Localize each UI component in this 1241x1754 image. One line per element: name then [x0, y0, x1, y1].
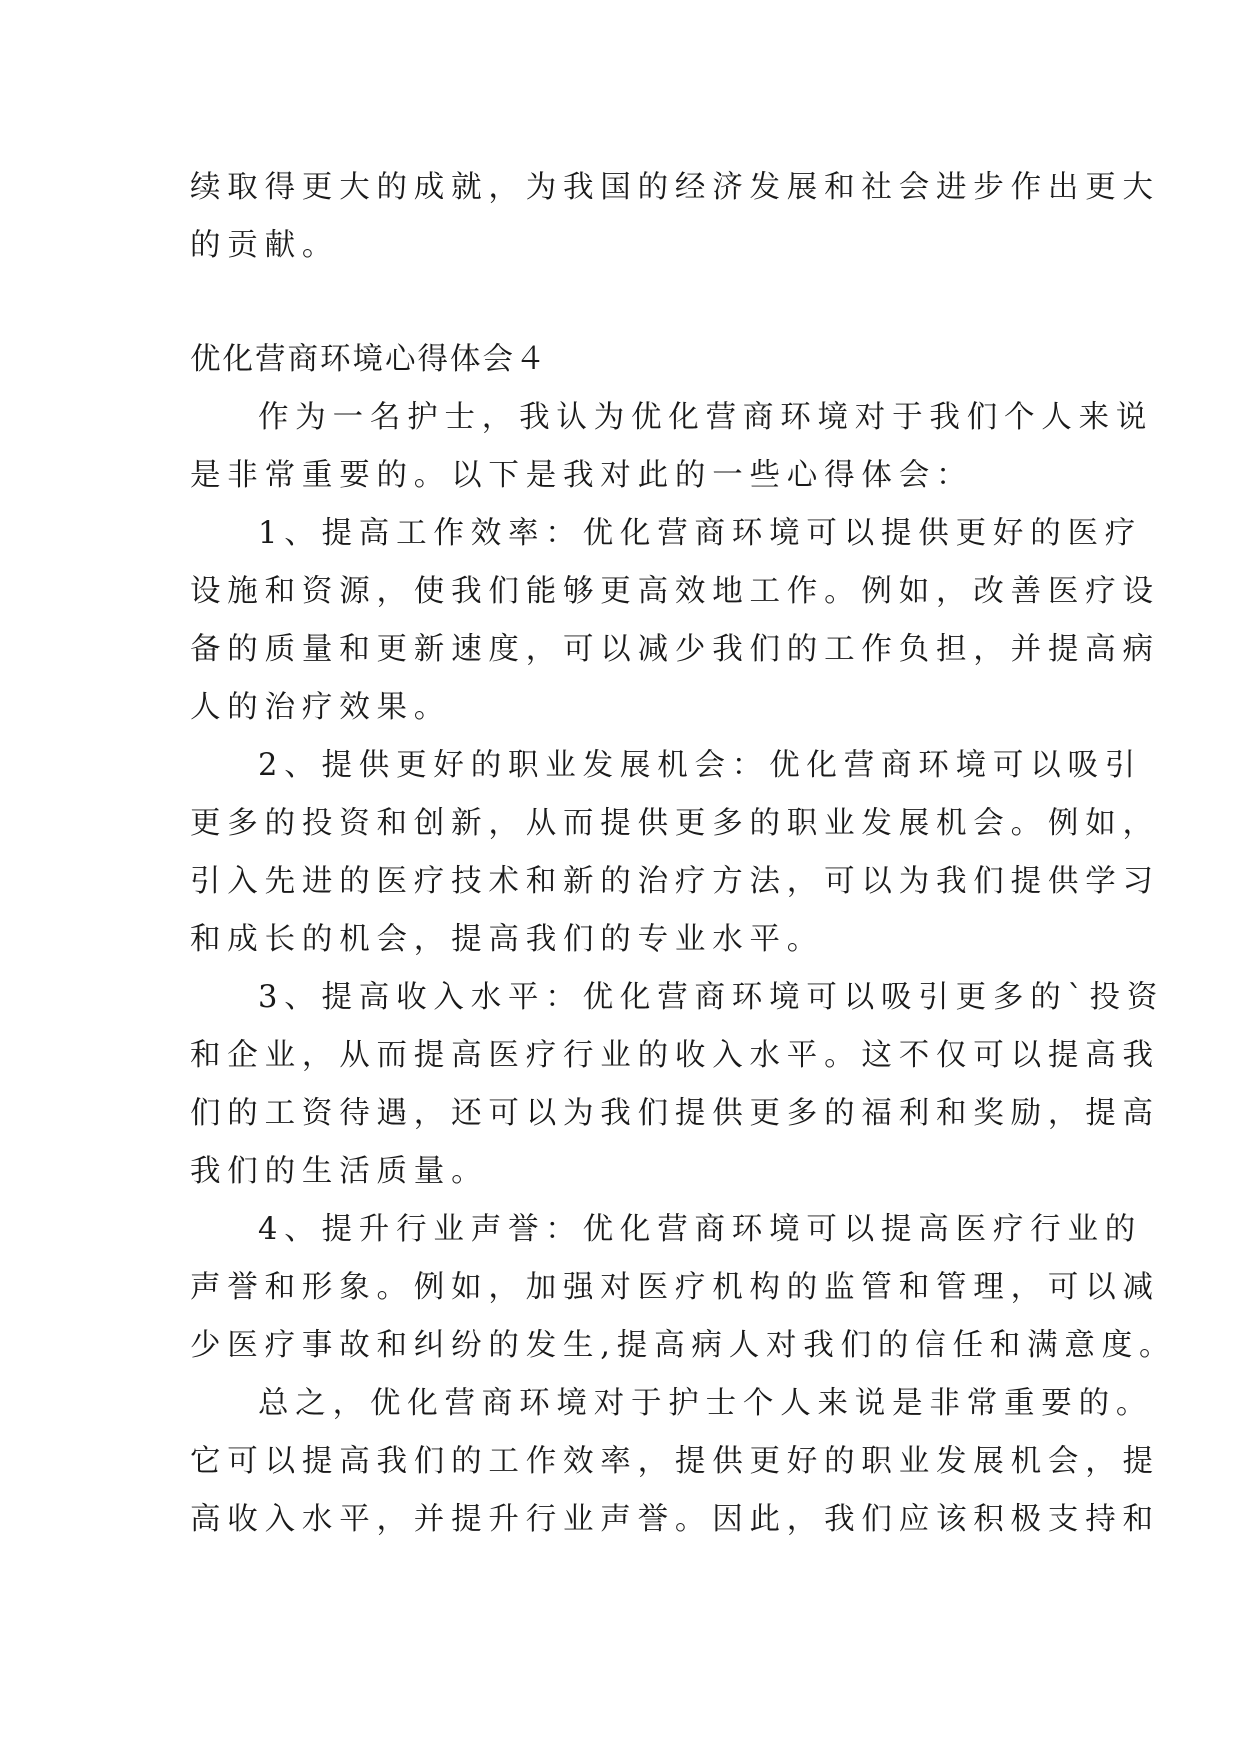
paragraph-line: 我们的生活质量。: [190, 1154, 489, 1189]
paragraph-line: 3、提高收入水平：优化营商环境可以吸引更多的`投资: [258, 980, 1165, 1015]
paragraph-line: 更多的投资和创新，从而提供更多的职业发展机会。例如，: [190, 806, 1160, 841]
paragraph-line: 2、提供更好的职业发展机会：优化营商环境可以吸引: [258, 748, 1143, 783]
paragraph-line: 少医疗事故和纠纷的发生,提高病人对我们的信任和满意度。: [190, 1328, 1177, 1363]
paragraph-line: 它可以提高我们的工作效率，提供更好的职业发展机会，提: [190, 1444, 1160, 1479]
paragraph-line: 们的工资待遇，还可以为我们提供更多的福利和奖励，提高: [190, 1096, 1160, 1131]
paragraph-line: 续取得更大的成就，为我国的经济发展和社会进步作出更大: [190, 170, 1160, 205]
paragraph-line: 设施和资源，使我们能够更高效地工作。例如，改善医疗设: [190, 574, 1160, 609]
paragraph-line: 人的治疗效果。: [190, 690, 452, 725]
paragraph-line: 高收入水平，并提升行业声誉。因此，我们应该积极支持和: [190, 1502, 1160, 1537]
section-title: 优化营商环境心得体会４: [190, 342, 548, 377]
paragraph-line: 声誉和形象。例如，加强对医疗机构的监管和管理，可以减: [190, 1270, 1160, 1305]
paragraph-line: 4、提升行业声誉：优化营商环境可以提高医疗行业的: [258, 1212, 1143, 1247]
paragraph-line: 是非常重要的。以下是我对此的一些心得体会：: [190, 458, 974, 493]
paragraph-line: 备的质量和更新速度，可以减少我们的工作负担，并提高病: [190, 632, 1160, 667]
paragraph-line: 1、提高工作效率：优化营商环境可以提供更好的医疗: [258, 516, 1143, 551]
paragraph-line: 和成长的机会，提高我们的专业水平。: [190, 922, 825, 957]
paragraph-line: 引入先进的医疗技术和新的治疗方法，可以为我们提供学习: [190, 864, 1160, 899]
paragraph-line: 总之，优化营商环境对于护士个人来说是非常重要的。: [258, 1386, 1154, 1421]
paragraph-line: 作为一名护士，我认为优化营商环境对于我们个人来说: [258, 400, 1154, 435]
paragraph-line: 的贡献。: [190, 228, 340, 263]
paragraph-line: 和企业，从而提高医疗行业的收入水平。这不仅可以提高我: [190, 1038, 1160, 1073]
